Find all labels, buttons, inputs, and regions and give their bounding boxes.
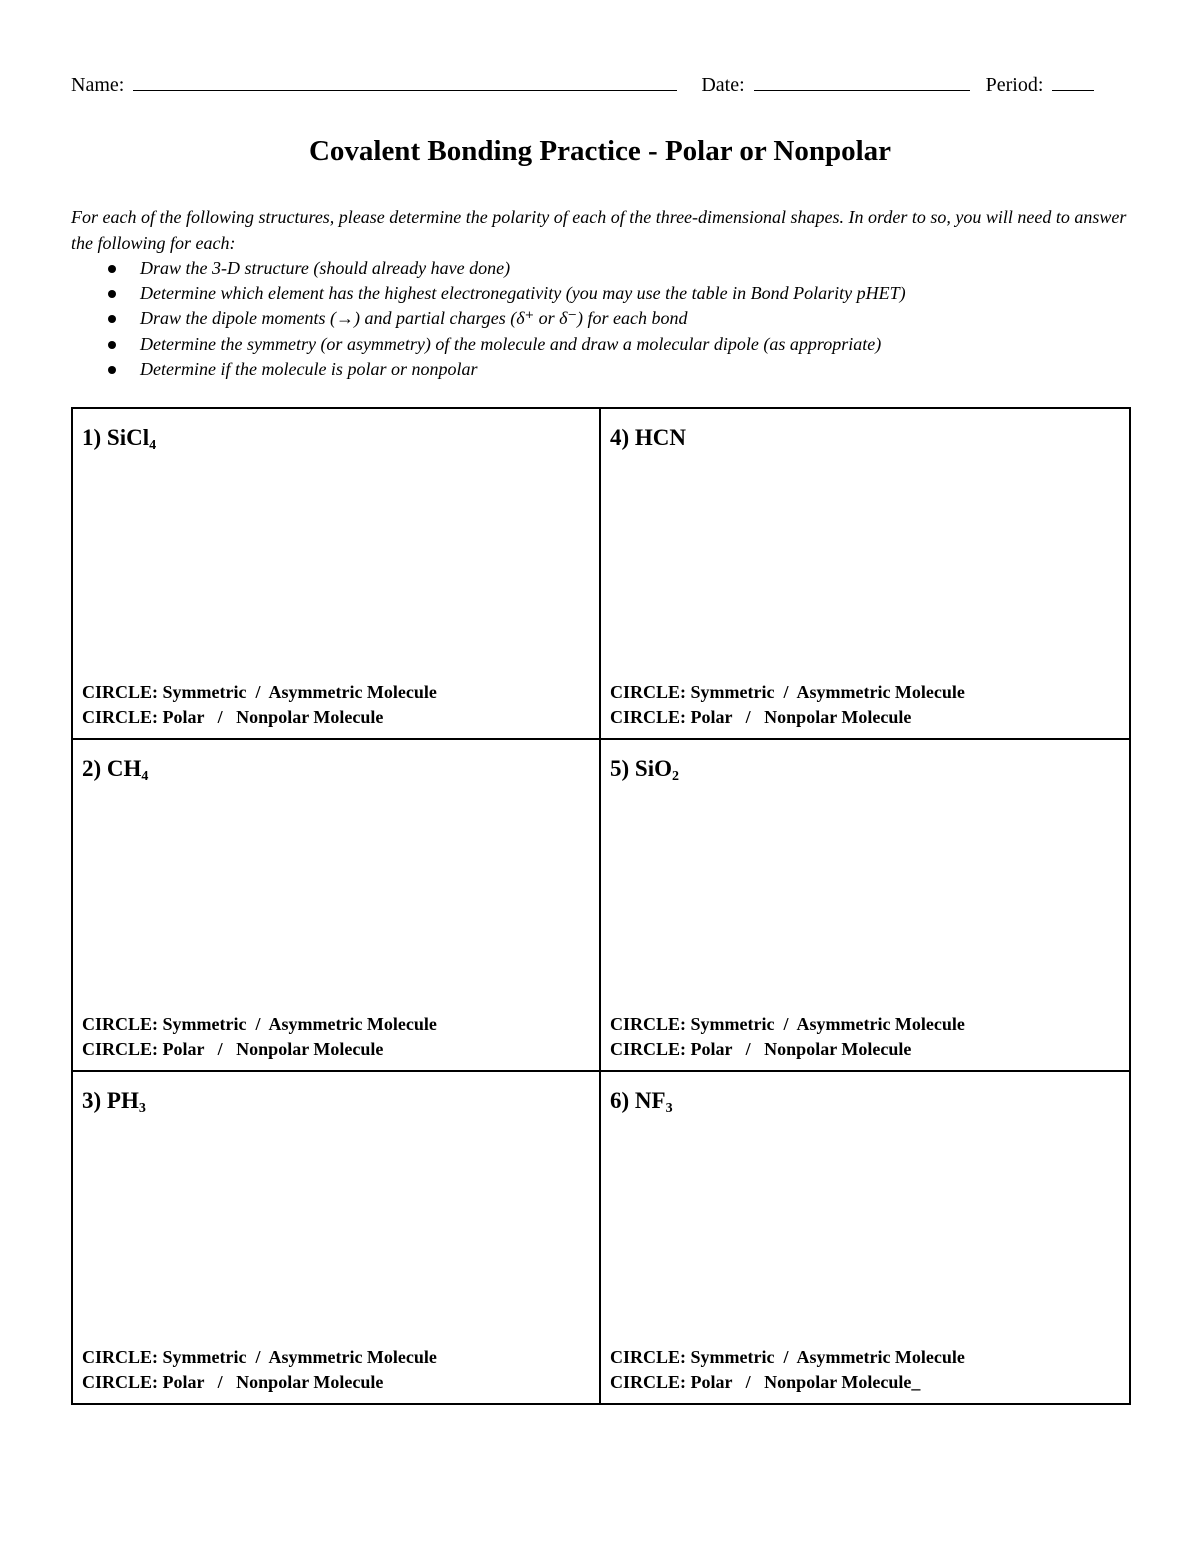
- problem-label: 5) SiO$_2$: [610, 756, 679, 785]
- polarity-options[interactable]: CIRCLE: Polar / Nonpolar Molecule_: [610, 1372, 921, 1392]
- problem-cell-2[interactable]: [73, 740, 601, 1071]
- instructions: For each of the following structures, please determine the polarity of each of the three-dimensional shapes. In order to so, you will need to answer the following for each:: [71, 207, 1127, 253]
- polarity-options[interactable]: CIRCLE: Polar / Nonpolar Molecule: [82, 1038, 384, 1059]
- page-title: Covalent Bonding Practice - Polar or Nonpolar: [308, 135, 892, 167]
- circle-options: [82, 680, 437, 730]
- list-item: Determine the symmetry (or asymmetry) of the molecule and draw a molecular dipole (as appropriate): [104, 332, 1134, 357]
- list-item: Draw the dipole moments (→) and partial charges (δ⁺ or δ⁻) for each bond: [104, 306, 1134, 331]
- list-item: Determine if the molecule is polar or nonpolar: [104, 357, 1134, 382]
- problem-cell-3[interactable]: [73, 1072, 601, 1403]
- problem-cell-5[interactable]: [601, 740, 1129, 1071]
- problem-label: 6) $NF_3$: [610, 1087, 673, 1116]
- symmetry-options[interactable]: CIRCLE: Symmetric / Asymmetric Molecule: [82, 1347, 437, 1367]
- problem-grid: [71, 407, 1131, 1405]
- name-label: Name:: [71, 74, 125, 96]
- circle-options: [610, 680, 965, 730]
- polarity-options[interactable]: CIRCLE: Polar / Nonpolar Molecule: [610, 707, 912, 728]
- polarity-options[interactable]: CIRCLE: Polar / Nonpolar Molecule: [82, 707, 384, 728]
- period-field[interactable]: [1052, 72, 1094, 91]
- problem-cell-6[interactable]: [601, 1072, 1129, 1403]
- period-label: Period:: [985, 74, 1044, 96]
- symmetry-options[interactable]: CIRCLE: Symmetric / Asymmetric Molecule: [82, 1013, 437, 1034]
- name-field[interactable]: [133, 72, 677, 91]
- symmetry-options[interactable]: CIRCLE: Symmetric / Asymmetric Molecule: [610, 682, 965, 703]
- problem-cell-1[interactable]: [73, 409, 601, 740]
- symmetry-options[interactable]: CIRCLE: Symmetric / Asymmetric Molecule: [82, 682, 437, 703]
- problem-cell-4[interactable]: [601, 409, 1129, 740]
- circle-options: [610, 1345, 965, 1395]
- problem-label: 3) $PH_3$: [82, 1087, 146, 1116]
- problem-label: 4) HCN: [610, 425, 687, 450]
- symmetry-options[interactable]: CIRCLE: Symmetric / Asymmetric Molecule: [610, 1347, 965, 1367]
- date-field[interactable]: [754, 72, 970, 91]
- date-label: Date:: [701, 74, 745, 96]
- circle-options: [610, 1012, 965, 1062]
- problem-label: 2) $CH_4$: [82, 756, 149, 785]
- polarity-options[interactable]: CIRCLE: Polar / Nonpolar Molecule: [82, 1372, 384, 1392]
- problem-label: 1) SiCl$_4$: [82, 425, 157, 453]
- symmetry-options[interactable]: CIRCLE: Symmetric / Asymmetric Molecule: [610, 1013, 965, 1034]
- circle-options: [82, 1345, 437, 1395]
- instruction-list: [104, 256, 1134, 382]
- circle-options: [82, 1012, 437, 1062]
- list-item: Draw the 3-D structure (should already have done): [104, 256, 1134, 281]
- polarity-options[interactable]: CIRCLE: Polar / Nonpolar Molecule: [610, 1038, 912, 1059]
- list-item: Determine which element has the highest electronegativity (you may use the table in Bond Polarity pHET): [104, 281, 1134, 306]
- header-line: [71, 72, 1111, 97]
